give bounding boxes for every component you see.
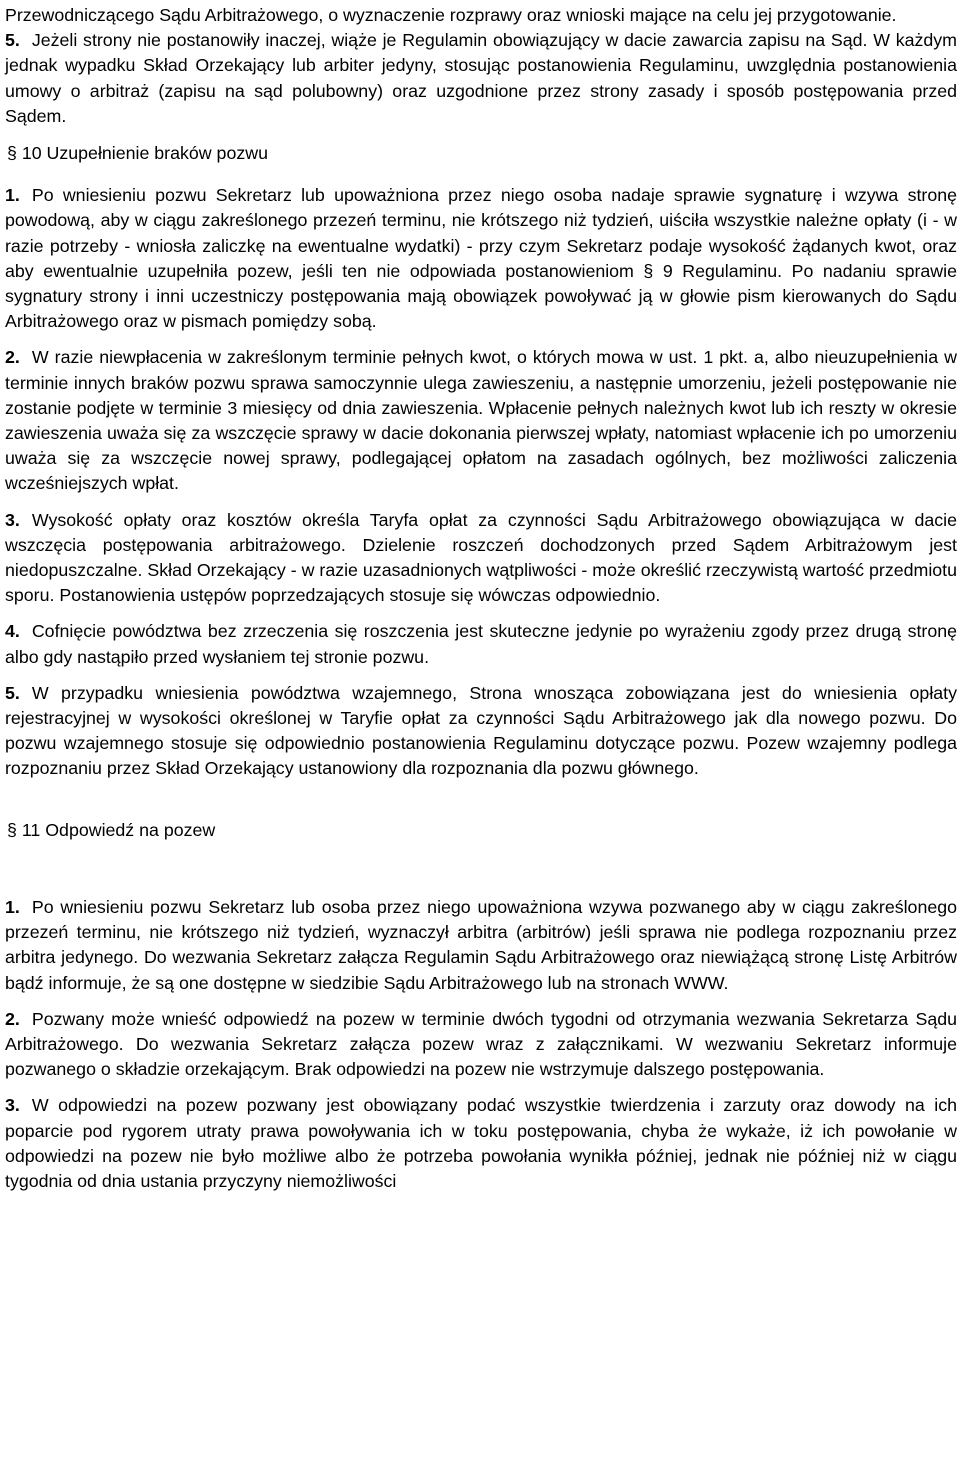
lead-paragraph bbox=[5, 3, 957, 28]
lead-text: Przewodniczącego Sądu Arbitrażowego, o wyznaczenie rozprawy oraz wnioski mające na celu jej przygotowanie. bbox=[5, 5, 897, 25]
paragraph-number: 1. bbox=[5, 896, 20, 917]
s10-paragraph-1 bbox=[5, 183, 957, 334]
paragraph-number: 1. bbox=[5, 185, 20, 206]
paragraph-text: Wysokość opłaty oraz kosztów określa Taryfa opłat za czynności Sądu Arbitrażowego obowiązująca w dacie wszczęcia postępowania arbitrażowego. Dzielenie roszczeń dochodzonych przed Sądem Arbitrażowym jest niedopuszczalne. Skład Orzekający - w razie uzasadnionych wątpliwości - może określić rzeczywistą wartość przedmiotu sporu. Postanowienia ustępów poprzedzających stosuje się wówczas odpowiednio. bbox=[5, 509, 957, 606]
s11-paragraph-3 bbox=[5, 1093, 957, 1194]
document-page bbox=[5, 0, 957, 1194]
paragraph-number: 3. bbox=[5, 509, 20, 530]
paragraph-number: 5. bbox=[5, 30, 20, 51]
paragraph-text: Pozwany może wnieść odpowiedź na pozew w terminie dwóch tygodni od otrzymania wezwania Sekretarza Sądu Arbitrażowego. Do wezwania Sekretarz załącza pozew wraz z załącznikami. W wezwaniu Sekretarz informuje pozwanego o składzie orzekającym. Brak odpowiedzi na pozew nie wstrzymuje dalszego postępowania. bbox=[5, 1008, 957, 1080]
paragraph-text: Po wniesieniu pozwu Sekretarz lub upoważniona przez niego osoba nadaje sprawie sygnaturę i wzywa stronę powodową, aby w ciągu zakreślonego przezeń terminu, nie krótszego niż tydzień, uiściła wszystkie należne opłaty (i - w razie potrzeby - wniosła zaliczkę na ewentualne wydatki) - przy czym Sekretarz podaje wysokość żądanych kwot, oraz aby ewentualnie uzupełniła pozew, jeśli ten nie odpowiada postanowieniom § 9 Regulaminu. Po nadaniu sprawie sygnatury strony i inni uczestniczy postępowania mają obowiązek powoływać ją w głowie pism kierowanych do Sądu Arbitrażowego oraz w pismach pomiędzy sobą. bbox=[5, 185, 957, 332]
paragraph-text: W razie niewpłacenia w zakreślonym terminie pełnych kwot, o których mowa w ust. 1 pkt. a, albo nieuzupełnienia w terminie innych braków pozwu sprawa samoczynnie ulega zawieszeniu, a następnie umorzeniu, jeżeli postępowanie nie zostanie podjęte w terminie 3 miesięcy od dnia zawieszenia. Wpłacenie pełnych należnych kwot lub ich reszty w okresie zawieszenia uważa się za wszczęcie sprawy w dacie dokonania pierwszej wpłaty, natomiast wpłacenie ich po umorzeniu uważa się za wszczęcie nowej sprawy, podlegającej opłatom na zasadach ogólnych, bez możliwości zaliczenia wcześniejszych wpłat. bbox=[5, 347, 957, 494]
paragraph-number: 4. bbox=[5, 621, 20, 642]
s11-paragraph-2 bbox=[5, 1007, 957, 1083]
s10-paragraph-4 bbox=[5, 619, 957, 669]
paragraph-number: 2. bbox=[5, 347, 20, 368]
paragraph-text: Jeżeli strony nie postanowiły inaczej, wiąże je Regulamin obowiązujący w dacie zawarcia zapisu na Sąd. W każdym jednak wypadku Skład Orzekający lub arbiter jedyny, stosując postanowienia Regulaminu, uwzględnia postanowienia umowy o arbitraż (zapisu na sąd polubowny) oraz uzgodnione przez strony zasady i sposób postępowania przed Sądem. bbox=[5, 30, 957, 126]
s10-paragraph-3 bbox=[5, 508, 957, 609]
paragraph-number: 5. bbox=[5, 682, 20, 703]
s11-paragraph-1 bbox=[5, 895, 957, 996]
paragraph-number: 2. bbox=[5, 1008, 20, 1029]
section-10-heading: § 10 Uzupełnienie braków pozwu bbox=[7, 143, 268, 164]
paragraph-text: W przypadku wniesienia powództwa wzajemnego, Strona wnosząca zobowiązana jest do wniesienia opłaty rejestracyjnej w wysokości określonej w Taryfie opłat za czynności Sądu Arbitrażowego jak dla nowego pozwu. Do pozwu wzajemnego stosuje się odpowiednio postanowienia Regulaminu dotyczące pozwu. Pozew wzajemny podlega rozpoznaniu przez Skład Orzekający ustanowiony dla rozpoznania dla pozwu głównego. bbox=[5, 682, 957, 779]
paragraph-number: 3. bbox=[5, 1095, 20, 1116]
s10-paragraph-2 bbox=[5, 345, 957, 496]
paragraph-text: Cofnięcie powództwa bez zrzeczenia się roszczenia jest skuteczne jedynie po wyrażeniu zgody przez drugą stronę albo gdy nastąpiło przed wysłaniem tej stronie pozwu. bbox=[5, 621, 957, 667]
paragraph-text: Po wniesieniu pozwu Sekretarz lub osoba przez niego upoważniona wzywa pozwanego aby w ciągu zakreślonego przezeń terminu, nie krótszego niż tydzień, wyznaczył arbitra (arbitrów) jeśli sprawa nie podlega rozpoznaniu przez arbitra jedynego. Do wezwania Sekretarz załącza Regulamin Sądu Arbitrażowego oraz niewiążącą stronę Listę Arbitrów bądź informuje, że są one dostępne w siedzibie Sądu Arbitrażowego lub na stronach WWW. bbox=[5, 896, 957, 993]
paragraph-text: W odpowiedzi na pozew pozwany jest obowiązany podać wszystkie twierdzenia i zarzuty oraz dowody na ich poparcie pod rygorem utraty prawa powoływania ich w toku postępowania, chyba że wykaże, iż ich powołanie w odpowiedzi na pozew nie było możliwe albo że potrzeba powołania wynikła później, jednak nie później niż w ciągu tygodnia od dnia ustania przyczyny niemożliwości bbox=[5, 1095, 957, 1191]
paragraph-5-top bbox=[5, 28, 957, 129]
section-11-heading: § 11 Odpowiedź na pozew bbox=[7, 819, 216, 840]
s10-paragraph-5 bbox=[5, 681, 957, 782]
